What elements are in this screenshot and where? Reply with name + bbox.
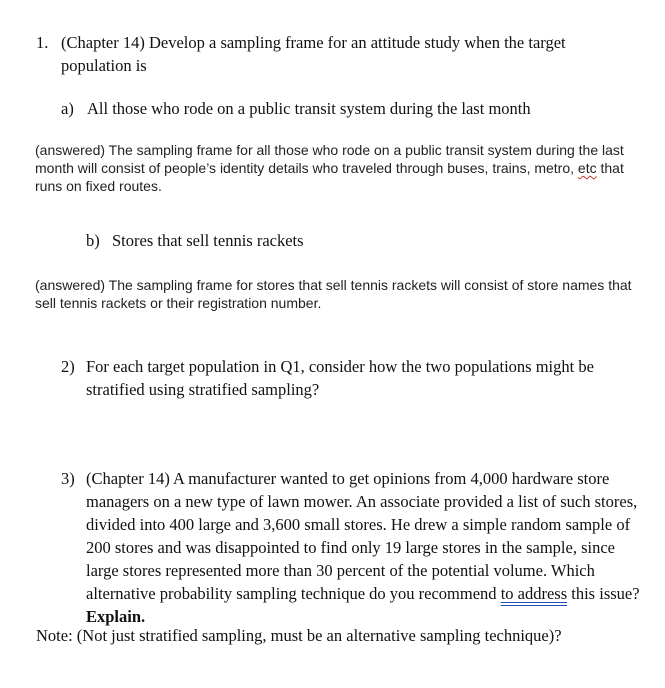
question-3-text: [61, 467, 641, 628]
question-2-number: 2): [61, 357, 75, 376]
question-2: [61, 355, 646, 401]
question-3-flagged-phrase: to address: [500, 584, 568, 603]
answer-1a-flagged-word: etc: [577, 160, 597, 176]
note: [36, 624, 646, 647]
question-1: [36, 31, 636, 77]
question-1b: [86, 229, 646, 252]
answer-1a: [35, 141, 645, 195]
question-1a-label: a): [61, 99, 74, 118]
question-3-body: (Chapter 14) A manufacturer wanted to get opinions from 4,000 hardware store managers on a new type of lawn mower. An associate provided a list of such stores, divided into 400 large and 3,600 small stores. He drew a simple random sample of 200 stores and was disappointed to find only 19 large stores in the sample, since large stores represented more than 30 percent of the potential volume. Which alternative probability sampling technique do you recommend: [86, 469, 638, 603]
note-text: Note: (Not just stratified sampling, must be an alternative sampling technique)?: [36, 626, 562, 645]
question-1-text: (Chapter 14) Develop a sampling frame for an attitude study when the target population is: [61, 33, 566, 75]
question-2-text: For each target population in Q1, consider how the two populations might be stratified using stratified sampling?: [86, 357, 594, 399]
question-1-number: 1.: [36, 33, 49, 52]
question-1a: [61, 97, 641, 120]
question-3-number: 3): [61, 469, 75, 488]
question-1b-label: b): [86, 231, 100, 250]
question-3: [61, 467, 651, 628]
question-3-text-tail: this issue?: [567, 584, 640, 603]
question-1a-text: All those who rode on a public transit system during the last month: [87, 99, 531, 118]
answer-1a-text-end: that runs on fixed routes.: [35, 160, 624, 194]
answer-1b: [35, 276, 650, 312]
question-1b-text: Stores that sell tennis rackets: [112, 231, 304, 250]
question-3-explain: Explain.: [86, 607, 146, 626]
answer-1b-text: (answered) The sampling frame for stores that sell tennis rackets will consist of store names that sell tennis rackets or their registration number.: [35, 277, 632, 311]
answer-1a-text: (answered) The sampling frame for all those who rode on a public transit system during the last month will consist of people’s identity details who traveled through buses, trains, metro,: [35, 142, 624, 176]
